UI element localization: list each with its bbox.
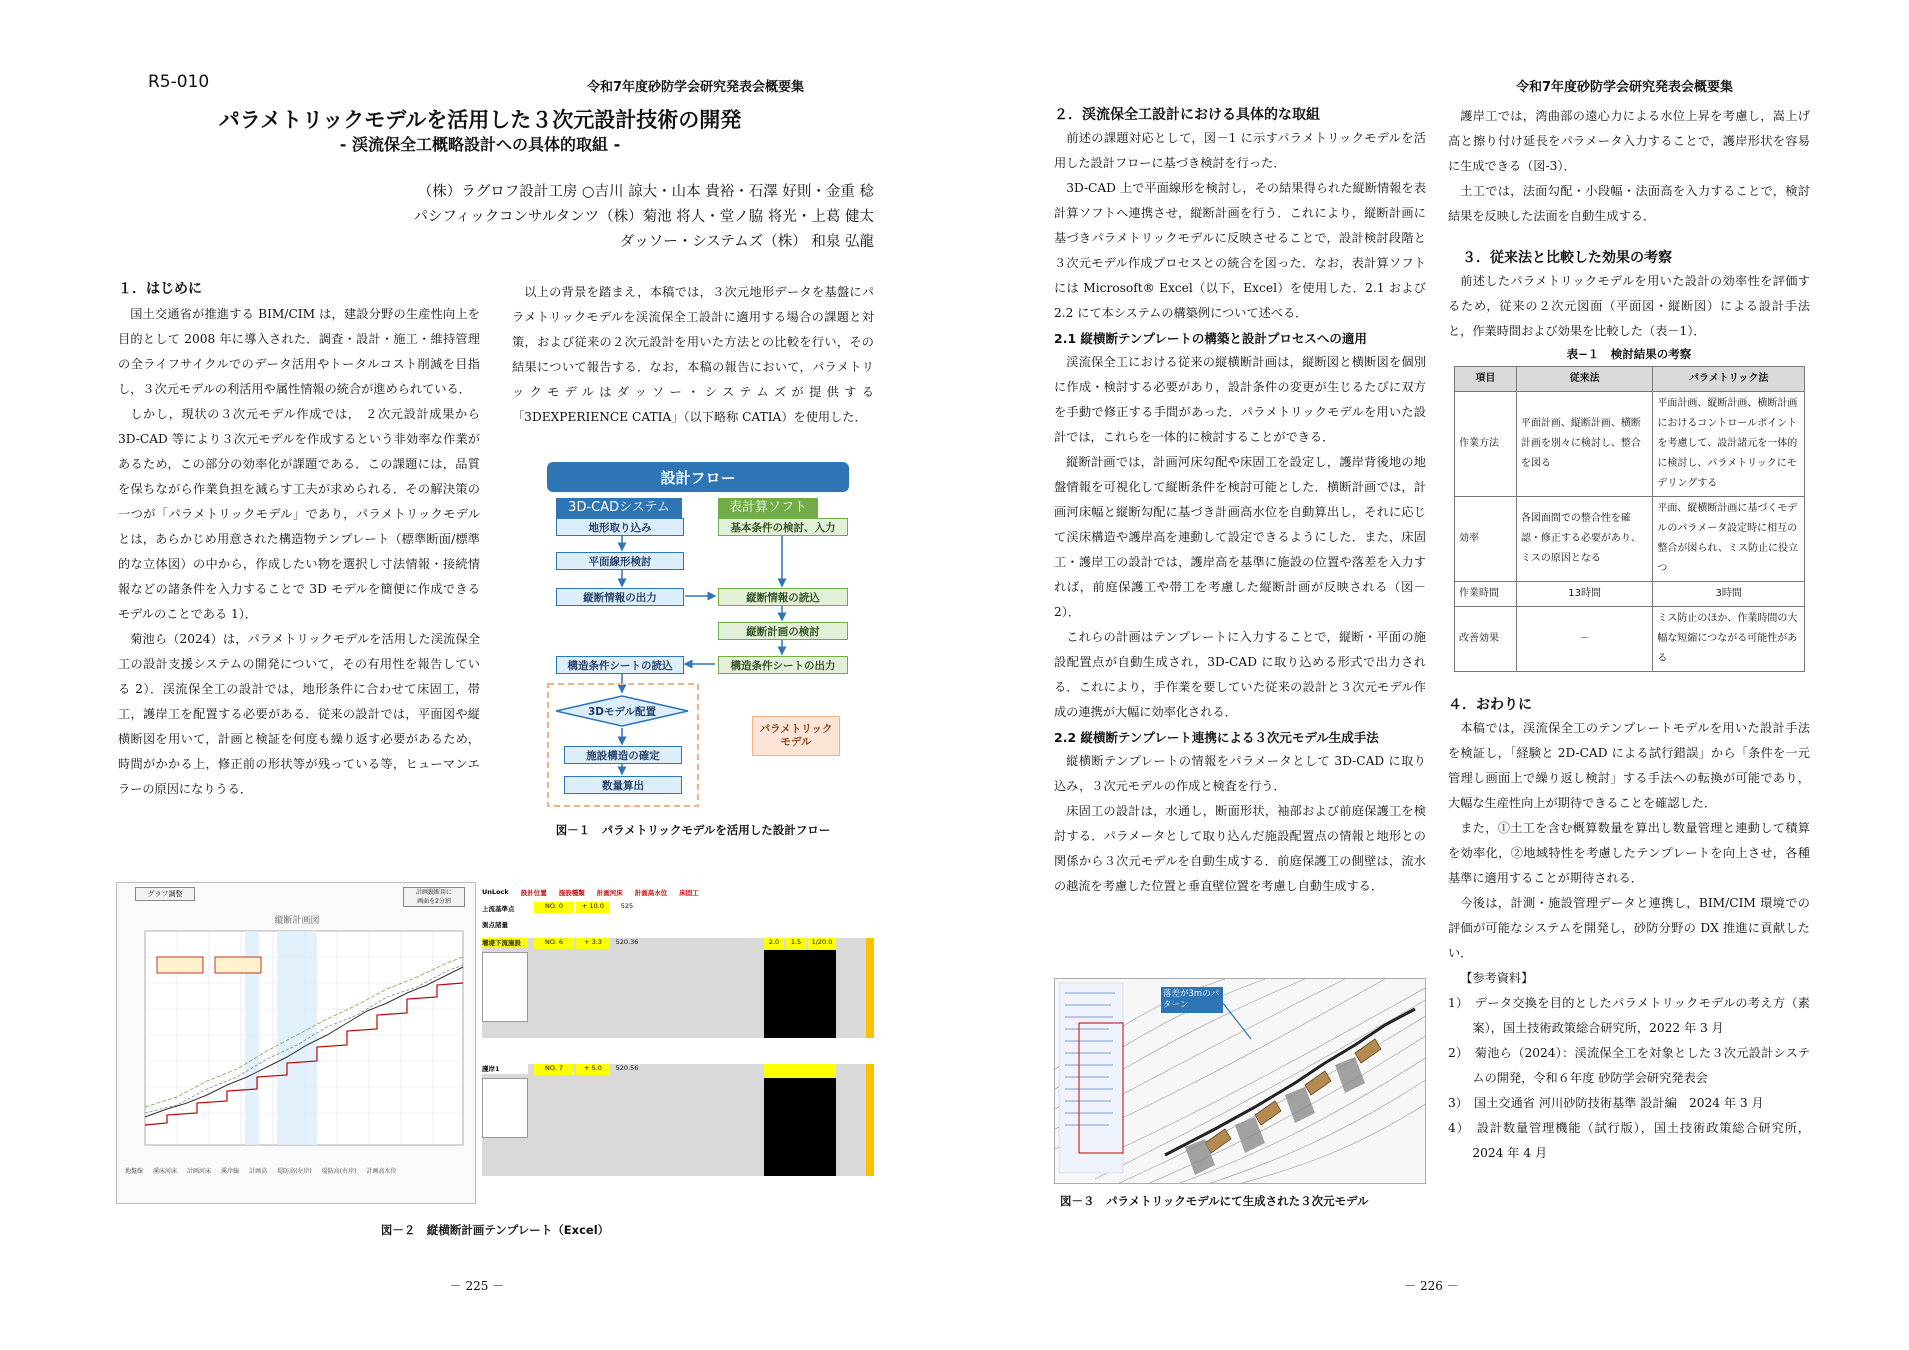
- flow-title: 設計フロー: [547, 462, 849, 492]
- cell-yel-2[interactable]: 1.5: [786, 938, 806, 949]
- legend-item: 地盤線: [125, 1168, 144, 1175]
- figure-2-caption: 図－２ 縦横断計画テンプレート（Excel）: [380, 1223, 610, 1237]
- paper-subtitle: - 渓流保全工概略設計への具体的取組 -: [339, 135, 621, 154]
- cell-plus-3[interactable]: + 5.0: [576, 1064, 610, 1075]
- sheet-white-col-1: [482, 952, 528, 1022]
- paragraph: 渓流保全工における従来の縦横断計画は，縦断図と横断図を個別に作成・検討する必要があり，設計条件の変更が生じるたびに双方を手動で修正する手間があった．パラメトリックモデルを用いた設計では，これらを一体的に検討することができる．: [1054, 355, 1426, 444]
- paragraph: 前述したパラメトリックモデルを用いた設計の効率性を評価するため，従来の２次元図面（平面図・縦断図）による設計手法と，作業時間および効果を比較した（表－1）．: [1448, 274, 1810, 338]
- flow-box-struct-out: 構造条件シートの出力: [718, 656, 848, 674]
- right-col-2: [1448, 104, 1810, 1166]
- legend-item: 堤防高(左岸): [277, 1168, 312, 1175]
- paragraph: 今後は，計測・施設管理データと連携し，BIM/CIM 環境での評価が可能なシステムを開発し，砂防分野の DX 推進に貢献したい．: [1448, 896, 1810, 960]
- page-number-right: － 226 －: [1404, 1279, 1459, 1293]
- flow-box-plan: 平面線形検討: [556, 552, 684, 570]
- flow-box-facility: 施設構造の確定: [564, 746, 682, 764]
- paragraph: 本稿では，渓流保全工のテンプレートモデルを用いた設計手法を検証し，「経験と 2D-CAD による試行錯誤」から「条件を一元管理し画面上で繰り返し検討」する手法への転換が可能であり，大幅な生産性向上が期待できることを確認した．: [1448, 721, 1810, 810]
- flow-lane-cad: 3D-CADシステム: [556, 498, 682, 518]
- section-2-1-heading: 2.1 縦横断テンプレートの構築と設計プロセスへの適用: [1054, 331, 1367, 346]
- author-line-3: ダッソー・システムズ（株） 和泉 弘龍: [619, 234, 874, 250]
- cell-plus-1[interactable]: + 10.0: [576, 902, 610, 913]
- figure-1-caption: 図－１ パラメトリックモデルを活用した設計フロー: [555, 823, 831, 837]
- figure-2-excel: [116, 882, 874, 1204]
- plan-bed-label: 計画河床: [596, 889, 623, 897]
- cell-val-3: 520.56: [615, 1064, 639, 1072]
- table-header-row: [1455, 367, 1805, 392]
- profile-chart: [127, 927, 469, 1157]
- reference-item: 1） データ交換を目的としたパラメトリックモデルの考え方（素案），国土技術政策総合研究所，2022 年 3 月: [1448, 996, 1810, 1035]
- flow-box-profile-read: 縦断情報の読込: [718, 588, 848, 606]
- facility-type-label: 施設種類: [558, 889, 585, 897]
- legend-item: 計画高水位: [366, 1168, 397, 1175]
- reference-item: 4） 設計数量管理機能（試行版），国土技術政策総合研究所，2024 年 4 月: [1448, 1121, 1810, 1160]
- sheet-yellow-band-2: [764, 1064, 836, 1078]
- journal-header-right: 令和7年度砂防学会研究発表会概要集: [1516, 80, 1734, 95]
- table-cell: 平面計画、縦断計画、横断計画を別々に検討し、整合を図る: [1516, 392, 1653, 497]
- legend-item: 溪床河床: [153, 1168, 178, 1175]
- right-col-1: [1054, 104, 1426, 899]
- paragraph: 土工では，法面勾配・小段幅・法面高を入力することで，検討結果を反映した法面を自動生成する．: [1448, 184, 1810, 223]
- author-line-2: パシフィックコンサルタンツ（株）菊池 将人・堂ノ脇 将光・上葛 健太: [413, 209, 874, 225]
- groundsill-label: 床固工: [679, 889, 699, 897]
- reference-item: 3） 国土交通省 河川砂防技術基準 設計編 2024 年 3 月: [1448, 1096, 1764, 1110]
- reference-item: 2） 菊池ら（2024）：渓流保全工を対象とした３次元設計システムの開発，令和６年度 砂防学会研究発表会: [1448, 1046, 1810, 1085]
- row-survey-label: 測点諸量: [482, 921, 508, 929]
- author-line-1: （株）ラグロフ設計工房 ○吉川 諒大・山本 貴裕・石澤 好則・金重 稔: [417, 184, 874, 200]
- paragraph: また，①土工を含む概算数量を算出し数量管理と連動して積算を効率化，②地域特性を考慮したテンプレートを向上させ，各種基準に適用することが期待される．: [1448, 821, 1810, 885]
- references-list: [1448, 991, 1810, 1166]
- cell-no-1[interactable]: NO. 0: [534, 902, 574, 913]
- legend-item: 溪岸線: [221, 1168, 240, 1175]
- left-page: [0, 0, 954, 1350]
- design-position-label: 設計位置: [520, 889, 547, 897]
- table-row: [1455, 607, 1805, 672]
- paragraph: 以上の背景を踏まえ，本稿では，３次元地形データを基盤にパラメトリックモデルを渓流保全工設計に適用する場合の課題と対策，および従来の２次元設計を用いた方法との比較を行い，その結果について報告する．なお，本稿の報告において，パラメトリックモデルはダッソー・システムズが提供する「3DEXPERIENCE CATIA」（以下略称 CATIA）を使用した．: [512, 285, 874, 424]
- flow-lane-sheet: 表計算ソフト: [718, 498, 818, 518]
- page-number-left: － 225 －: [449, 1279, 505, 1293]
- excel-graph-panel: [116, 882, 476, 1204]
- table-row: [1455, 392, 1805, 497]
- table-cell: 3時間: [1653, 582, 1805, 607]
- table-cell: 平面、縦横断計画に基づくモデルのパラメータ設定時に相互の整合が図られ、ミス防止に役立つ: [1653, 497, 1805, 582]
- row-upstream-label: 上流基準点: [482, 905, 515, 913]
- figure-3-caption: 図－３ パラメトリックモデルにて生成された３次元モデル: [1060, 1194, 1369, 1208]
- table-cell: －: [1516, 607, 1653, 672]
- paragraph: 縦断計画では，計画河床勾配や床固工を設定し，護岸背後地の地盤情報を可視化して縦断条件を検討可能とした．横断計画では，計画河床幅と縦断勾配に基づき計画高水位を自動算出し，それに応じて渓床構造や護岸高を連動して設定できるようにした．また，床固工・護岸工の設計では，護岸高を基準に施設の位置や落差を入力すれば，前庭保護工や帯工を考慮した縦断計画が反映される（図－2）．: [1054, 455, 1426, 619]
- table-cell: 作業時間: [1455, 582, 1517, 607]
- section-2-heading: ２．渓流保全工設計における具体的な取組: [1054, 107, 1320, 123]
- table-cell: 13時間: [1516, 582, 1653, 607]
- references-heading: 【参考資料】: [1460, 971, 1534, 985]
- table-cell: 効率: [1455, 497, 1517, 582]
- flow-box-struct-read: 構造条件シートの読込: [556, 656, 684, 674]
- paragraph: 菊池ら（2024）は，パラメトリックモデルを活用した渓流保全工の設計支援システムの開発について，その有用性を報告している 2）．渓流保全工の設計では，地形条件に合わせて床固工，帯工，護岸工を配置する必要がある．従来の設計では，平面図や縦横断図を用いて，計画と検証を何度も繰り返す必要があるため，時間がかかる上，修正前の形状等が残っている等，ヒューマンエラーの原因になりうる．: [118, 632, 480, 796]
- figure-3-3d-model: [1054, 978, 1426, 1184]
- cell-no-2[interactable]: NO. 6: [534, 938, 574, 949]
- flow-box-basic: 基本条件の検討、入力: [718, 518, 848, 536]
- table-cell: 各図面間での整合性を確認・修正する必要があり、ミスの原因となる: [1516, 497, 1653, 582]
- graph-title: 縦断計画図: [274, 916, 320, 926]
- paper-title: パラメトリックモデルを活用した３次元設計技術の開発: [218, 108, 742, 132]
- paragraph: 床固工の設計は，水通し，断面形状，袖部および前庭保護工を検討する．パラメータとして取り込んだ施設配置点の情報と地形との関係から３次元モデルを自動生成する．前庭保護工の側壁は，流水の越流を考慮した位置と垂直壁位置を考慮し自動生成する．: [1054, 804, 1426, 893]
- plan-water-label: 計画高水位: [634, 889, 668, 897]
- excel-sheet-panel: [482, 882, 874, 1204]
- table-header-cell: パラメトリック法: [1653, 367, 1805, 392]
- table-cell: 改善効果: [1455, 607, 1517, 672]
- table-1-caption: 表−１ 検討結果の考察: [1566, 347, 1692, 361]
- right-page: [954, 0, 1909, 1350]
- doc-id: R5-010: [148, 72, 210, 92]
- figure-1-flowchart: [540, 462, 862, 812]
- table-header-cell: 項目: [1455, 367, 1517, 392]
- section-3-heading: ３．従来法と比較した効果の考察: [1462, 250, 1672, 266]
- section-1-col-1: [118, 278, 480, 802]
- sheet-edge-2: [866, 1064, 874, 1176]
- paragraph: これらの計画はテンプレートに入力することで，縦断・平面の施設配置点が自動生成され，3D-CAD に取り込める形式で出力される．これにより，手作業を要していた従来の設計と３次元モデル作成の連携が大幅に効率化される．: [1054, 630, 1426, 719]
- sheet-black-block-1: [764, 950, 836, 1038]
- flow-box-3d-place: 3Dモデル配置: [588, 705, 656, 718]
- results-table: [1454, 366, 1805, 672]
- section-1-heading: １．はじめに: [118, 281, 202, 297]
- table-cell: ミス防止のほか、作業時間の大幅な短縮につながる可能性がある: [1653, 607, 1805, 672]
- legend-item: 計画高: [249, 1168, 268, 1175]
- cell-yel-3[interactable]: 1/20.0: [808, 938, 836, 949]
- table-row: [1455, 497, 1805, 582]
- graph-adjust-button[interactable]: グラフ調整: [135, 887, 195, 901]
- sheet-white-col-2: [482, 1078, 528, 1138]
- table-header-cell: 従来法: [1516, 367, 1653, 392]
- flow-box-terrain: 地形取り込み: [556, 518, 684, 536]
- cell-val-2: 520.36: [615, 938, 639, 946]
- chart-legend: [125, 1167, 469, 1176]
- table-cell: 平面計画、縦断計画、横断計画におけるコントロールポイントを考慮して、設計諸元を一体的に検討し、パラメトリックにモデリングする: [1653, 392, 1805, 497]
- section-4-heading: ４．おわりに: [1448, 697, 1532, 713]
- sheet-header-row: [482, 888, 874, 900]
- table-row: [1455, 582, 1805, 607]
- paragraph: 護岸工では，湾曲部の遠心力による水位上昇を考慮し，嵩上げ高と擦り付け延長をパラメータ入力することで，護岸形状を容易に生成できる（図-3）．: [1448, 109, 1810, 173]
- paragraph: 前述の課題対応として，図－1 に示すパラメトリックモデルを活用した設計フローに基づき検討を行った．: [1054, 131, 1426, 170]
- cell-plus-2[interactable]: + 3.3: [576, 938, 610, 949]
- journal-header-left: 令和7年度砂防学会研究発表会概要集: [587, 80, 805, 95]
- unlock-label[interactable]: UnLock: [482, 888, 509, 896]
- flow-box-quantity: 数量算出: [564, 776, 682, 794]
- cell-no-3[interactable]: NO. 7: [534, 1064, 574, 1075]
- paragraph: 国土交通省が推進する BIM/CIM は，建設分野の生産性向上を目的として 2008 年に導入された．調査・設計・施工・維持管理の全ライフサイクルでのデータ活用やトータルコスト削減を目指し，３次元モデルの利活用や属性情報の統合が進められている．: [118, 307, 480, 396]
- split-screen-button[interactable]: 計画縦断用に 画面を2分割: [403, 887, 465, 907]
- legend-item: 計画河床: [187, 1168, 212, 1175]
- section-2-2-heading: 2.2 縦横断テンプレート連携による３次元モデル生成手法: [1054, 730, 1379, 745]
- row-revetment-label: 護岸1: [482, 1064, 528, 1074]
- legend-item: 堤防高(右岸): [321, 1168, 357, 1175]
- table-cell: 作業方法: [1455, 392, 1517, 497]
- sheet-black-block-2: [764, 1078, 836, 1176]
- terrain-model-render: [1055, 979, 1426, 1184]
- paragraph: しかし，現状の３次元モデル作成では， ２次元設計成果から 3D-CAD 等により３次元モデルを作成するという非効率な作業があるため，この部分の効率化が課題である．この課題には，品質を保ちながら作業負担を減らす工夫が求められる．その解決策の一つが「パラメトリックモデル」であり，パラメトリックモデルとは，あらかじめ用意された構造物テンプレート（標準断面/標準的な立体図）の中から，作成したい物を選択し寸法情報・接続情報などの諸条件を入力することで 3D モデルを簡便に作成できるモデルのことである 1）．: [118, 407, 480, 621]
- sheet-edge-1: [866, 938, 874, 1038]
- section-1-col-2: [512, 280, 874, 430]
- fig3-callout: 落差が3mのパターン: [1163, 989, 1220, 1010]
- paragraph: 縦横断テンプレートの情報をパラメータとして 3D-CAD に取り込み，３次元モデルの作成と検査を行う．: [1054, 754, 1426, 793]
- author-block: [290, 180, 874, 255]
- flow-box-profile-check: 縦断計画の検討: [718, 622, 848, 640]
- row-downstream-label: 堰堤下流施設: [482, 938, 528, 948]
- cell-yel-1[interactable]: 2.0: [764, 938, 784, 949]
- paragraph: 3D-CAD 上で平面線形を検討し，その結果得られた縦断情報を表計算ソフトへ連携させ，縦断計画を行う．これにより，縦断計画に基づきパラメトリックモデルに反映させることで，設計検討段階と３次元モデル作成プロセスとの統合を図った．なお，表計算ソフトには Microsoft® Excel（以下，Excel）を使用した．2.1 および 2.2 にて本システムの構築例について述べる．: [1054, 181, 1426, 320]
- flow-box-profile-out: 縦断情報の出力: [556, 588, 684, 606]
- flow-param-label: パラメトリック モデル: [752, 716, 840, 756]
- cell-val-1: 525: [620, 902, 634, 910]
